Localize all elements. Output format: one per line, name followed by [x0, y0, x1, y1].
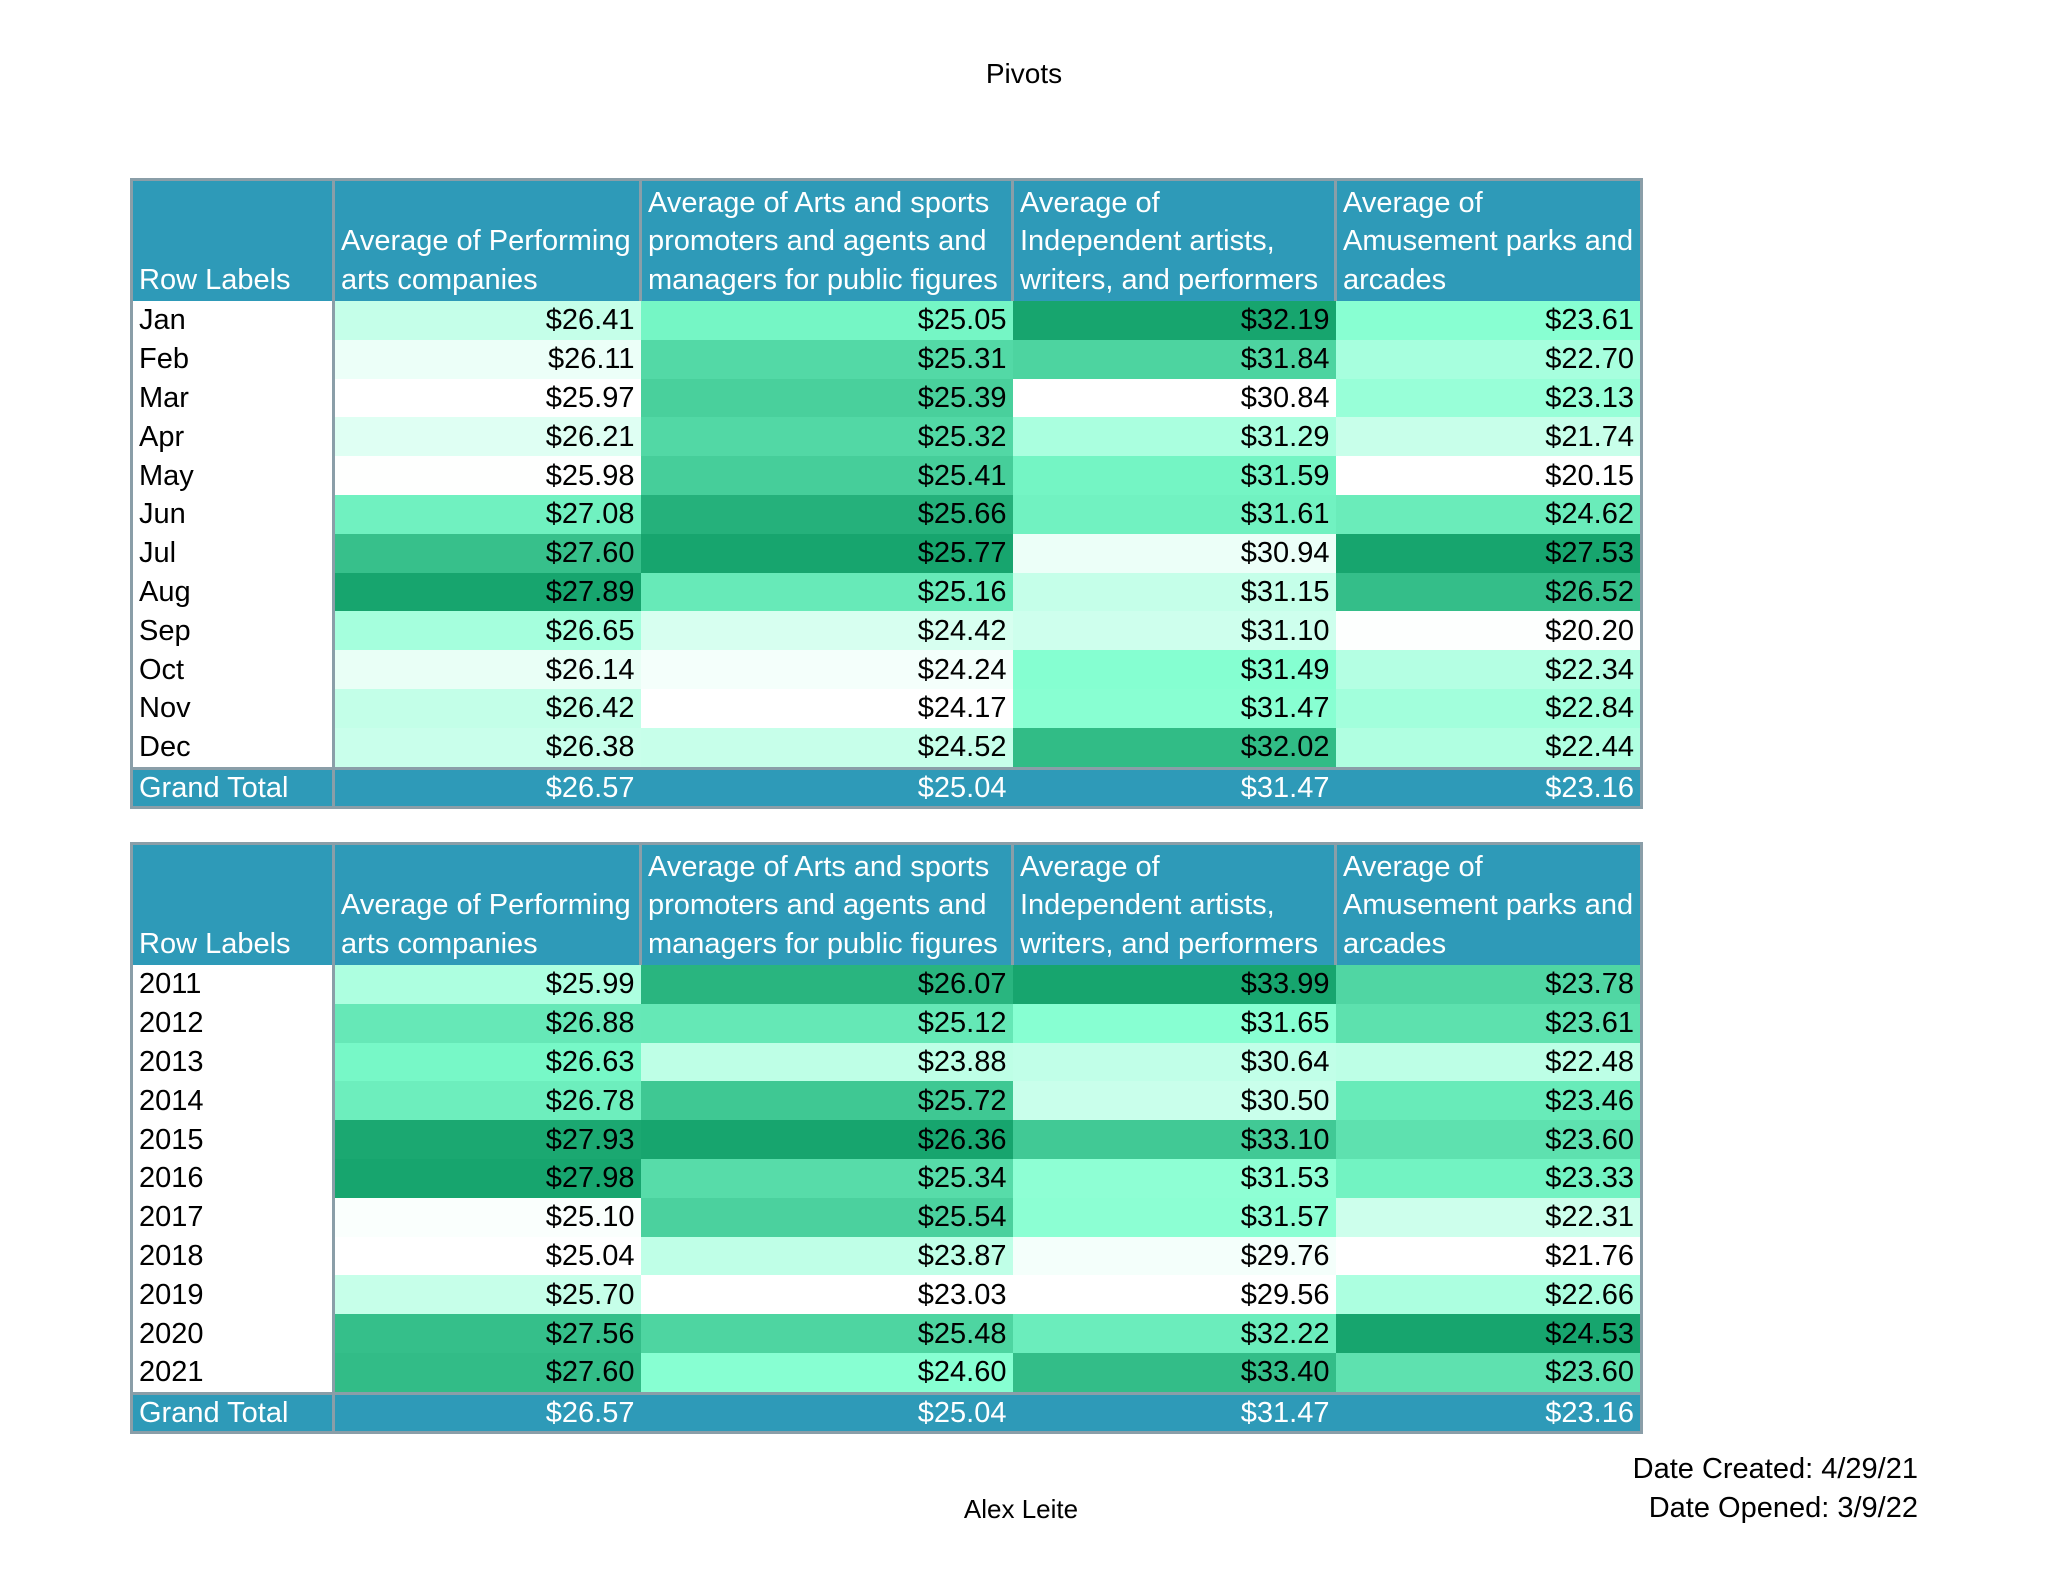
table-row	[132, 650, 1642, 689]
header-amusement-parks: Average of Amusement parks and arcades	[1336, 180, 1642, 302]
table-row	[132, 573, 1642, 612]
value-cell: $25.41	[641, 456, 1013, 495]
page-title: Pivots	[985, 58, 1063, 89]
value-cell: $27.98	[334, 1159, 641, 1198]
row-label: 2018	[132, 1237, 334, 1276]
value-cell: $26.78	[334, 1081, 641, 1120]
value-cell: $25.70	[334, 1275, 641, 1314]
grand-total-cell: $31.47	[1013, 768, 1336, 807]
table-row	[132, 1237, 1642, 1276]
value-cell: $25.12	[641, 1004, 1013, 1043]
value-cell: $22.66	[1336, 1275, 1642, 1314]
row-label: 2020	[132, 1314, 334, 1353]
grand-total-cell: $25.04	[641, 1393, 1013, 1432]
value-cell: $30.84	[1013, 379, 1336, 418]
header-performing-arts: Average of Performing arts companies	[334, 180, 641, 302]
value-cell: $26.65	[334, 611, 641, 650]
table-row	[132, 1004, 1642, 1043]
value-cell: $25.10	[334, 1198, 641, 1237]
value-cell: $22.34	[1336, 650, 1642, 689]
row-label: Oct	[132, 650, 334, 689]
value-cell: $23.78	[1336, 965, 1642, 1004]
row-label: Sep	[132, 611, 334, 650]
header-independent-artists: Average of Independent artists, writers, and performers	[1013, 844, 1336, 966]
grand-total-cell: $26.57	[334, 768, 641, 807]
pivot-table-by-year	[130, 842, 1643, 1434]
value-cell: $24.52	[641, 728, 1013, 768]
value-cell: $33.99	[1013, 965, 1336, 1004]
value-cell: $27.53	[1336, 534, 1642, 573]
grand-total-cell: $31.47	[1013, 1393, 1336, 1432]
value-cell: $22.84	[1336, 689, 1642, 728]
value-cell: $26.14	[334, 650, 641, 689]
table-row	[132, 534, 1642, 573]
table-row	[132, 301, 1642, 340]
value-cell: $31.65	[1013, 1004, 1336, 1043]
table-row	[132, 417, 1642, 456]
value-cell: $26.21	[334, 417, 641, 456]
value-cell: $23.88	[641, 1043, 1013, 1082]
value-cell: $21.76	[1336, 1237, 1642, 1276]
value-cell: $24.60	[641, 1353, 1013, 1393]
value-cell: $26.52	[1336, 573, 1642, 612]
table-row	[132, 728, 1642, 768]
row-label: 2016	[132, 1159, 334, 1198]
row-label: 2019	[132, 1275, 334, 1314]
table-row	[132, 1198, 1642, 1237]
value-cell: $23.33	[1336, 1159, 1642, 1198]
value-cell: $33.10	[1013, 1120, 1336, 1159]
value-cell: $20.15	[1336, 456, 1642, 495]
date-opened: Date Opened: 3/9/22	[1648, 1492, 1918, 1524]
value-cell: $27.60	[334, 1353, 641, 1393]
date-created: Date Created: 4/29/21	[1632, 1453, 1918, 1485]
value-cell: $25.34	[641, 1159, 1013, 1198]
value-cell: $31.57	[1013, 1198, 1336, 1237]
table-row	[132, 1120, 1642, 1159]
value-cell: $26.42	[334, 689, 641, 728]
grand-total-cell: $25.04	[641, 768, 1013, 807]
table-row	[132, 379, 1642, 418]
row-label: 2012	[132, 1004, 334, 1043]
row-label: Jan	[132, 301, 334, 340]
value-cell: $27.56	[334, 1314, 641, 1353]
table-row	[132, 965, 1642, 1004]
value-cell: $24.17	[641, 689, 1013, 728]
footer-author: Alex Leite	[963, 1494, 1079, 1524]
row-label: Dec	[132, 728, 334, 768]
grand-total-row	[132, 768, 1642, 807]
value-cell: $22.48	[1336, 1043, 1642, 1082]
value-cell: $27.60	[334, 534, 641, 573]
row-label: Apr	[132, 417, 334, 456]
value-cell: $23.61	[1336, 301, 1642, 340]
table-row	[132, 495, 1642, 534]
grand-total-cell: $23.16	[1336, 1393, 1642, 1432]
table-row	[132, 1314, 1642, 1353]
grand-total-cell: $23.16	[1336, 768, 1642, 807]
value-cell: $31.59	[1013, 456, 1336, 495]
row-label: 2015	[132, 1120, 334, 1159]
value-cell: $26.63	[334, 1043, 641, 1082]
value-cell: $25.99	[334, 965, 641, 1004]
row-label: 2017	[132, 1198, 334, 1237]
value-cell: $32.22	[1013, 1314, 1336, 1353]
table-row	[132, 340, 1642, 379]
value-cell: $31.29	[1013, 417, 1336, 456]
footer-dates	[1633, 1450, 1918, 1528]
value-cell: $29.76	[1013, 1237, 1336, 1276]
row-label: 2021	[132, 1353, 334, 1393]
value-cell: $24.42	[641, 611, 1013, 650]
value-cell: $22.44	[1336, 728, 1642, 768]
row-label: Jul	[132, 534, 334, 573]
value-cell: $25.97	[334, 379, 641, 418]
value-cell: $25.04	[334, 1237, 641, 1276]
row-label: 2014	[132, 1081, 334, 1120]
value-cell: $31.10	[1013, 611, 1336, 650]
table-row	[132, 1081, 1642, 1120]
value-cell: $21.74	[1336, 417, 1642, 456]
value-cell: $23.03	[641, 1275, 1013, 1314]
row-label: Nov	[132, 689, 334, 728]
header-row	[132, 180, 1642, 302]
value-cell: $26.36	[641, 1120, 1013, 1159]
value-cell: $27.89	[334, 573, 641, 612]
header-arts-sports-promoters: Average of Arts and sports promoters and agents and managers for public figures	[641, 844, 1013, 966]
value-cell: $26.11	[334, 340, 641, 379]
value-cell: $25.98	[334, 456, 641, 495]
value-cell: $32.19	[1013, 301, 1336, 340]
row-label: Aug	[132, 573, 334, 612]
value-cell: $31.84	[1013, 340, 1336, 379]
header-performing-arts: Average of Performing arts companies	[334, 844, 641, 966]
table-row	[132, 1353, 1642, 1393]
table-row	[132, 689, 1642, 728]
value-cell: $25.39	[641, 379, 1013, 418]
value-cell: $22.31	[1336, 1198, 1642, 1237]
value-cell: $25.72	[641, 1081, 1013, 1120]
value-cell: $23.87	[641, 1237, 1013, 1276]
value-cell: $23.46	[1336, 1081, 1642, 1120]
value-cell: $32.02	[1013, 728, 1336, 768]
value-cell: $26.38	[334, 728, 641, 768]
value-cell: $25.77	[641, 534, 1013, 573]
row-label: 2013	[132, 1043, 334, 1082]
value-cell: $30.64	[1013, 1043, 1336, 1082]
value-cell: $25.16	[641, 573, 1013, 612]
value-cell: $31.53	[1013, 1159, 1336, 1198]
value-cell: $25.05	[641, 301, 1013, 340]
row-label: Jun	[132, 495, 334, 534]
header-row	[132, 844, 1642, 966]
value-cell: $22.70	[1336, 340, 1642, 379]
value-cell: $24.53	[1336, 1314, 1642, 1353]
value-cell: $26.88	[334, 1004, 641, 1043]
table-row	[132, 1159, 1642, 1198]
row-label: Feb	[132, 340, 334, 379]
header-independent-artists: Average of Independent artists, writers, and performers	[1013, 180, 1336, 302]
header-arts-sports-promoters: Average of Arts and sports promoters and agents and managers for public figures	[641, 180, 1013, 302]
pivot-table-by-month	[130, 178, 1643, 809]
value-cell: $25.66	[641, 495, 1013, 534]
value-cell: $25.48	[641, 1314, 1013, 1353]
table-row	[132, 611, 1642, 650]
value-cell: $31.15	[1013, 573, 1336, 612]
value-cell: $31.49	[1013, 650, 1336, 689]
value-cell: $24.24	[641, 650, 1013, 689]
header-row-labels[interactable]: Row Labels	[132, 844, 334, 966]
table-row	[132, 456, 1642, 495]
value-cell: $30.94	[1013, 534, 1336, 573]
header-row-labels[interactable]: Row Labels	[132, 180, 334, 302]
value-cell: $20.20	[1336, 611, 1642, 650]
value-cell: $27.08	[334, 495, 641, 534]
value-cell: $25.31	[641, 340, 1013, 379]
row-label: May	[132, 456, 334, 495]
grand-total-label: Grand Total	[132, 768, 334, 807]
table-row	[132, 1043, 1642, 1082]
value-cell: $27.93	[334, 1120, 641, 1159]
value-cell: $30.50	[1013, 1081, 1336, 1120]
row-label: 2011	[132, 965, 334, 1004]
value-cell: $29.56	[1013, 1275, 1336, 1314]
grand-total-label: Grand Total	[132, 1393, 334, 1432]
value-cell: $23.13	[1336, 379, 1642, 418]
grand-total-cell: $26.57	[334, 1393, 641, 1432]
value-cell: $26.07	[641, 965, 1013, 1004]
value-cell: $23.60	[1336, 1353, 1642, 1393]
value-cell: $31.47	[1013, 689, 1336, 728]
value-cell: $26.41	[334, 301, 641, 340]
value-cell: $25.54	[641, 1198, 1013, 1237]
table-row	[132, 1275, 1642, 1314]
value-cell: $24.62	[1336, 495, 1642, 534]
value-cell: $23.61	[1336, 1004, 1642, 1043]
value-cell: $33.40	[1013, 1353, 1336, 1393]
value-cell: $23.60	[1336, 1120, 1642, 1159]
value-cell: $25.32	[641, 417, 1013, 456]
header-amusement-parks: Average of Amusement parks and arcades	[1336, 844, 1642, 966]
row-label: Mar	[132, 379, 334, 418]
value-cell: $31.61	[1013, 495, 1336, 534]
grand-total-row	[132, 1393, 1642, 1432]
